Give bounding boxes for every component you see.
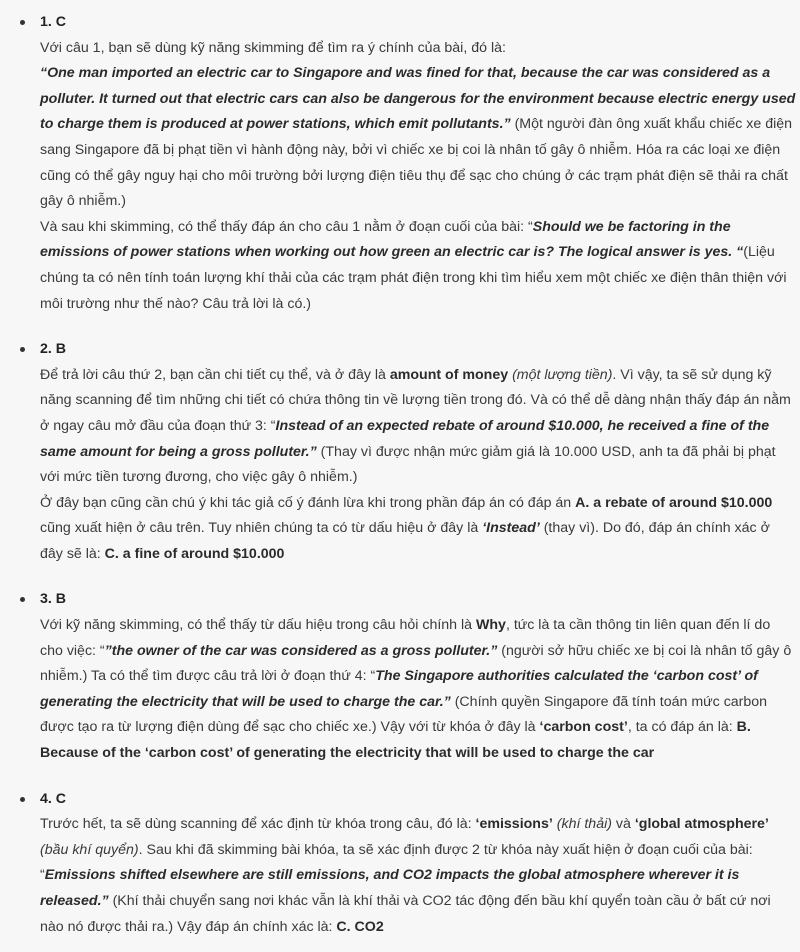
quoted-passage: ”the owner of the car was considered as a gross polluter.”: [104, 642, 498, 659]
keyword: ‘carbon cost’: [539, 719, 628, 736]
explanation-text: Và sau khi skimming, có thể thấy đáp án cho câu 1 nằm ở đoạn cuối của bài: “: [40, 218, 533, 235]
bullet-icon: [20, 797, 25, 802]
bullet-icon: [20, 597, 25, 602]
translation-text: (Khí thải chuyển sang nơi khác vẫn là khí thải và CO2 tác động đến bầu khí quyển toàn cầu ở bất cứ nơi nào nó được thải ra.) Vậy đáp án chính xác là:: [40, 893, 771, 935]
answer-heading: 2. B: [40, 341, 67, 358]
keyword-translation: (một lượng tiền): [512, 366, 613, 383]
keyword: ‘global atmosphere’: [634, 816, 769, 833]
keyword-translation: (bầu khí quyển): [40, 841, 139, 858]
answer-paragraph: [40, 215, 796, 317]
keyword: amount of money: [389, 366, 509, 383]
correct-option: C. a fine of around $10.000: [104, 545, 285, 562]
signal-word: ‘Instead’: [482, 520, 540, 537]
explanation-text: . Vì vậy, ta sẽ sử dụng kỹ năng scanning để tìm những chi tiết có chứa thông tin về lượng tiền trong đó. Và có thể dễ dàng nhận thấy đáp án nằm ở ngay câu mở đầu của đoạn thứ 3: “: [40, 366, 791, 434]
explanation-text: Trước hết, ta sẽ dùng scanning để xác định từ khóa trong câu, đó là:: [40, 816, 476, 833]
quoted-passage: The Singapore authorities calculated the ‘carbon cost’ of generating the electricity that will be used to charge the car.”: [40, 668, 758, 710]
correct-option: B. Because of the ‘carbon cost’ of generating the electricity that will be used to charge the car: [40, 719, 751, 762]
answer-paragraph: [40, 613, 796, 767]
translation-text: (Chính quyền Singapore đã tính toán mức carbon được tạo ra từ lượng điện dùng để sạc cho chiếc xe.) Vậy với từ khóa ở đây là: [40, 693, 768, 736]
explanation-text: (thay vì). Do đó, đáp án chính xác ở đây sẽ là:: [40, 520, 770, 562]
translation-text: (Thay vì được nhận mức giảm giá là 10.000 USD, anh ta đã phải bị phạt với mức tiền tương đương, cho việc gây ô nhiễm.): [40, 443, 776, 486]
bullet-icon: [20, 20, 25, 25]
explanation-text: cũng xuất hiện ở câu trên. Tuy nhiên chúng ta có từ dấu hiệu ở đây là: [40, 520, 483, 537]
answer-item-4: [0, 787, 800, 941]
explanation-text: Ở đây bạn cũng cần chú ý khi tác giả cố ý đánh lừa khi trong phần đáp án có đáp án: [40, 494, 576, 511]
explanation-text: Với kỹ năng skimming, có thể thấy từ dấu hiệu trong câu hỏi chính là: [40, 617, 476, 634]
answer-item-3: [0, 587, 800, 766]
translation-text: (Liệu chúng ta có nên tính toán lượng khí thải của các trạm phát điện trong khi tìm hiểu xem một chiếc xe điện thân thiện với môi trường như thế nào? Câu trả lời là có.): [40, 244, 787, 312]
quoted-passage: “One man imported an electric car to Singapore and was fined for that, because the car was considered as a polluter. It turned out that electric cars can also be dangerous for the environment because electric energy used to charge them is produced at power stations, which emit pollutants.”: [40, 65, 796, 133]
keyword-translation: (khí thải): [556, 816, 612, 833]
quoted-passage: Emissions shifted elsewhere are still emissions, and CO2 impacts the global atmosphere wherever it is released.”: [40, 867, 740, 909]
answer-heading: 4. C: [40, 790, 67, 807]
distractor-option: A. a rebate of around $10.000: [575, 494, 773, 511]
answer-paragraph: [40, 363, 796, 491]
quoted-passage: Should we be factoring in the emissions of power stations when working out how green an electric car is? The logical answer is yes. “: [40, 218, 744, 261]
explanation-text: Để trả lời câu thứ 2, bạn cần chi tiết cụ thể, và ở đây là: [40, 366, 390, 383]
signal-word: Why: [476, 617, 506, 634]
keyword: ‘emissions’: [475, 816, 553, 833]
quoted-passage: Instead of an expected rebate of around $10.000, he received a fine of the same amount for being a gross polluter.”: [40, 417, 770, 460]
explanation-text: và: [611, 816, 635, 833]
explanation-text: . Sau khi đã skimming bài khóa, ta sẽ xác định được 2 từ khóa này xuất hiện ở đoạn cuối của bài: “: [40, 841, 753, 884]
translation-text: (Một người đàn ông xuất khẩu chiếc xe điện sang Singapore đã bị phạt tiền vì hành động này, bởi vì chiếc xe bị coi là nhân tố gây ô nhiễm. Hóa ra các loại xe điện cũng có thể gây nguy hại cho môi trường bởi lượng điện tiêu thụ để sạc cho chúng ở các trạm phát điện sẽ thải ra chất gây ô nhiễm.): [40, 116, 793, 210]
explanation-text: , ta có đáp án là:: [627, 719, 737, 736]
answer-heading: 3. B: [40, 591, 67, 608]
correct-option: C. CO2: [336, 918, 384, 935]
translation-text: (người sở hữu chiếc xe bị coi là nhân tố gây ô nhiễm.) Ta có thể tìm được câu trả lời ở đoạn thứ 4: “: [40, 642, 792, 685]
bullet-icon: [20, 347, 25, 352]
answer-paragraph: [40, 812, 796, 940]
explanation-text: Với câu 1, bạn sẽ dùng kỹ năng skimming để tìm ra ý chính của bài, đó là:: [40, 39, 506, 56]
explanation-text: , tức là ta cần thông tin liên quan đến lí do cho việc: “: [40, 617, 771, 659]
answer-paragraph: [40, 36, 796, 215]
answer-heading: 1. C: [40, 14, 67, 30]
answer-paragraph: [40, 491, 796, 568]
answer-item-2: [0, 337, 800, 567]
answer-item-1: [0, 10, 800, 317]
